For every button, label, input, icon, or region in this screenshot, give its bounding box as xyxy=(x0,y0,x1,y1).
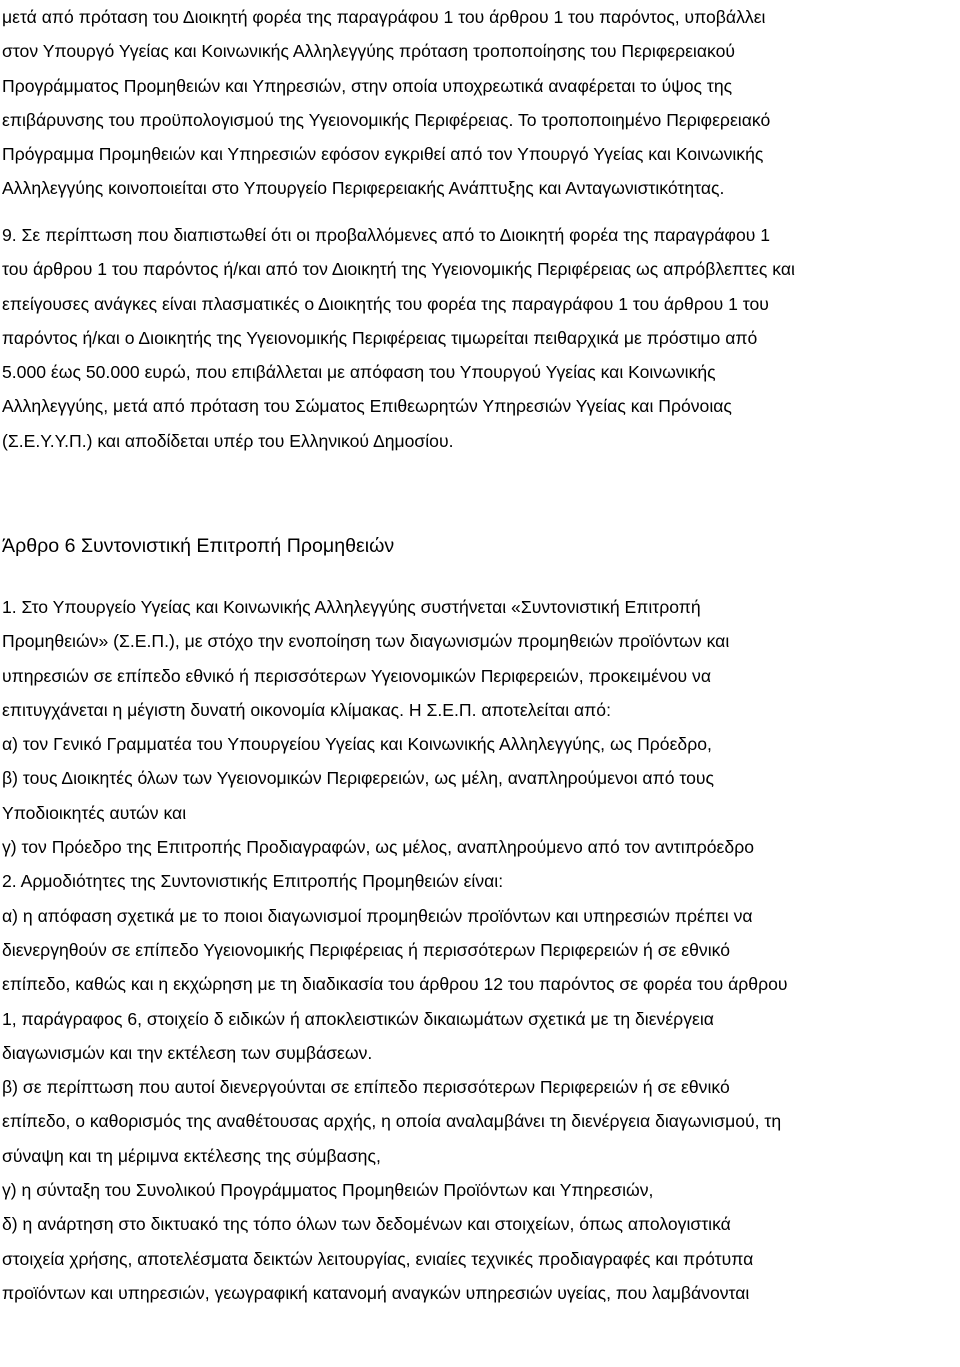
text-line: α) τον Γενικό Γραμματέα του Υπουργείου Υγείας και Κοινωνικής Αλληλεγγύης, ως Πρόεδρο, xyxy=(2,734,712,755)
text-line: διενεργηθούν σε επίπεδο Υγειονομικής Περιφέρειας ή περισσότερων Περιφερειών ή σε εθνικό xyxy=(2,939,730,960)
text-line: γ) τον Πρόεδρο της Επιτροπής Προδιαγραφών, ως μέλος, αναπληρούμενο από τον αντιπρόεδρο xyxy=(2,837,754,858)
text-line: Πρόγραμμα Προμηθειών και Υπηρεσιών εφόσον εγκριθεί από τον Υπουργό Υγείας και Κοινωνικής xyxy=(2,144,764,165)
text-line: γ) η σύνταξη του Συνολικού Προγράμματος Προμηθειών Προϊόντων και Υπηρεσιών, xyxy=(2,1180,654,1201)
text-line: 1. Στο Υπουργείο Υγείας και Κοινωνικής Αλληλεγγύης συστήνεται «Συντονιστική Επιτροπή xyxy=(2,597,701,617)
text-line: διαγωνισμών και την εκτέλεση των συμβάσεων. xyxy=(2,1042,373,1063)
text-line: υπηρεσιών σε επίπεδο εθνικό ή περισσότερων Υγειονομικών Περιφερειών, προκειμένου να xyxy=(2,665,711,686)
text-line: του άρθρου 1 του παρόντος ή/και από τον Διοικητή της Υγειονομικής Περιφέρειας ως απρόβλεπτες και xyxy=(2,259,795,280)
text-line: 1, παράγραφος 6, στοιχείο δ ειδικών ή αποκλειστικών δικαιωμάτων σχετικά με τη διενέργεια xyxy=(2,1008,714,1029)
text-line: επίπεδο, καθώς και η εκχώρηση με τη διαδικασία του άρθρου 12 του παρόντος σε φορέα του άρθρου xyxy=(2,974,788,995)
article-6-body xyxy=(2,590,788,1310)
text-line: παρόντος ή/και ο Διοικητής της Υγειονομικής Περιφέρειας τιμωρείται πειθαρχικά με πρόστιμο από xyxy=(2,327,758,348)
intro-paragraph xyxy=(2,0,770,206)
text-line: Αλληλεγγύης, μετά από πρόταση του Σώματος Επιθεωρητών Υπηρεσιών Υγείας και Πρόνοιας xyxy=(2,396,732,417)
text-line: 2. Αρμοδιότητες της Συντονιστικής Επιτροπής Προμηθειών είναι: xyxy=(2,871,504,892)
text-line: β) σε περίπτωση που αυτοί διενεργούνται σε επίπεδο περισσότερων Περιφερειών ή σε εθνικό xyxy=(2,1077,730,1098)
text-line: 5.000 έως 50.000 ευρώ, που επιβάλλεται με απόφαση του Υπουργού Υγείας και Κοινωνικής xyxy=(2,362,716,383)
text-line: σύναψη και τη μέριμνα εκτέλεσης της σύμβασης, xyxy=(2,1145,381,1166)
text-line: 9. Σε περίπτωση που διαπιστωθεί ότι οι προβαλλόμενες από το Διοικητή φορέα της παραγράφου 1 xyxy=(2,225,771,245)
text-line: (Σ.Ε.Υ.Υ.Π.) και αποδίδεται υπέρ του Ελληνικού Δημοσίου. xyxy=(2,430,454,451)
text-line: στοιχεία χρήσης, αποτελέσματα δεικτών λειτουργίας, ενιαίες τεχνικές προδιαγραφές και πρότυπα xyxy=(2,1248,754,1269)
text-line: επείγουσες ανάγκες είναι πλασματικές ο Διοικητής του φορέα της παραγράφου 1 του άρθρου 1 του xyxy=(2,293,769,314)
text-line: Υποδιοικητές αυτών και xyxy=(2,802,187,823)
paragraph-9 xyxy=(2,218,795,458)
article-heading: Άρθρο 6 Συντονιστική Επιτροπή Προμηθειών xyxy=(2,535,395,557)
text-line: Αλληλεγγύης κοινοποιείται στο Υπουργείο Περιφερειακής Ανάπτυξης και Ανταγωνιστικότητας. xyxy=(2,178,725,199)
text-line: α) η απόφαση σχετικά με το ποιοι διαγωνισμοί προμηθειών προϊόντων και υπηρεσιών πρέπει να xyxy=(2,905,753,926)
text-line: δ) η ανάρτηση στο δικτυακό της τόπο όλων των δεδομένων και στοιχείων, όπως απολογιστικά xyxy=(2,1214,731,1235)
text-line: Προγράμματος Προμηθειών και Υπηρεσιών, στην οποία υποχρεωτικά αναφέρεται το ύψος της xyxy=(2,75,733,96)
text-line: προϊόντων και υπηρεσιών, γεωγραφική κατανομή αναγκών υπηρεσιών υγείας, που λαμβάνονται xyxy=(2,1282,750,1303)
text-line: επιτυγχάνεται η μέγιστη δυνατή οικονομία κλίμακας. Η Σ.Ε.Π. αποτελείται από: xyxy=(2,699,611,720)
text-line: β) τους Διοικητές όλων των Υγειονομικών Περιφερειών, ως μέλη, αναπληρούμενοι από τους xyxy=(2,768,714,789)
text-line: στον Υπουργό Υγείας και Κοινωνικής Αλληλεγγύης πρόταση τροποποίησης του Περιφερειακού xyxy=(2,41,735,62)
text-line: μετά από πρόταση του Διοικητή φορέα της παραγράφου 1 του άρθρου 1 του παρόντος, υποβάλλει xyxy=(2,7,766,27)
text-line: επιβάρυνσης του προϋπολογισμού της Υγειονομικής Περιφέρειας. Το τροποποιημένο Περιφερειακό xyxy=(2,109,771,130)
text-line: επίπεδο, ο καθορισμός της αναθέτουσας αρχής, η οποία αναλαμβάνει τη διενέργεια διαγωνισμού, τη xyxy=(2,1111,782,1132)
text-line: Προμηθειών» (Σ.Ε.Π.), με στόχο την ενοποίηση των διαγωνισμών προμηθειών προϊόντων και xyxy=(2,631,730,652)
